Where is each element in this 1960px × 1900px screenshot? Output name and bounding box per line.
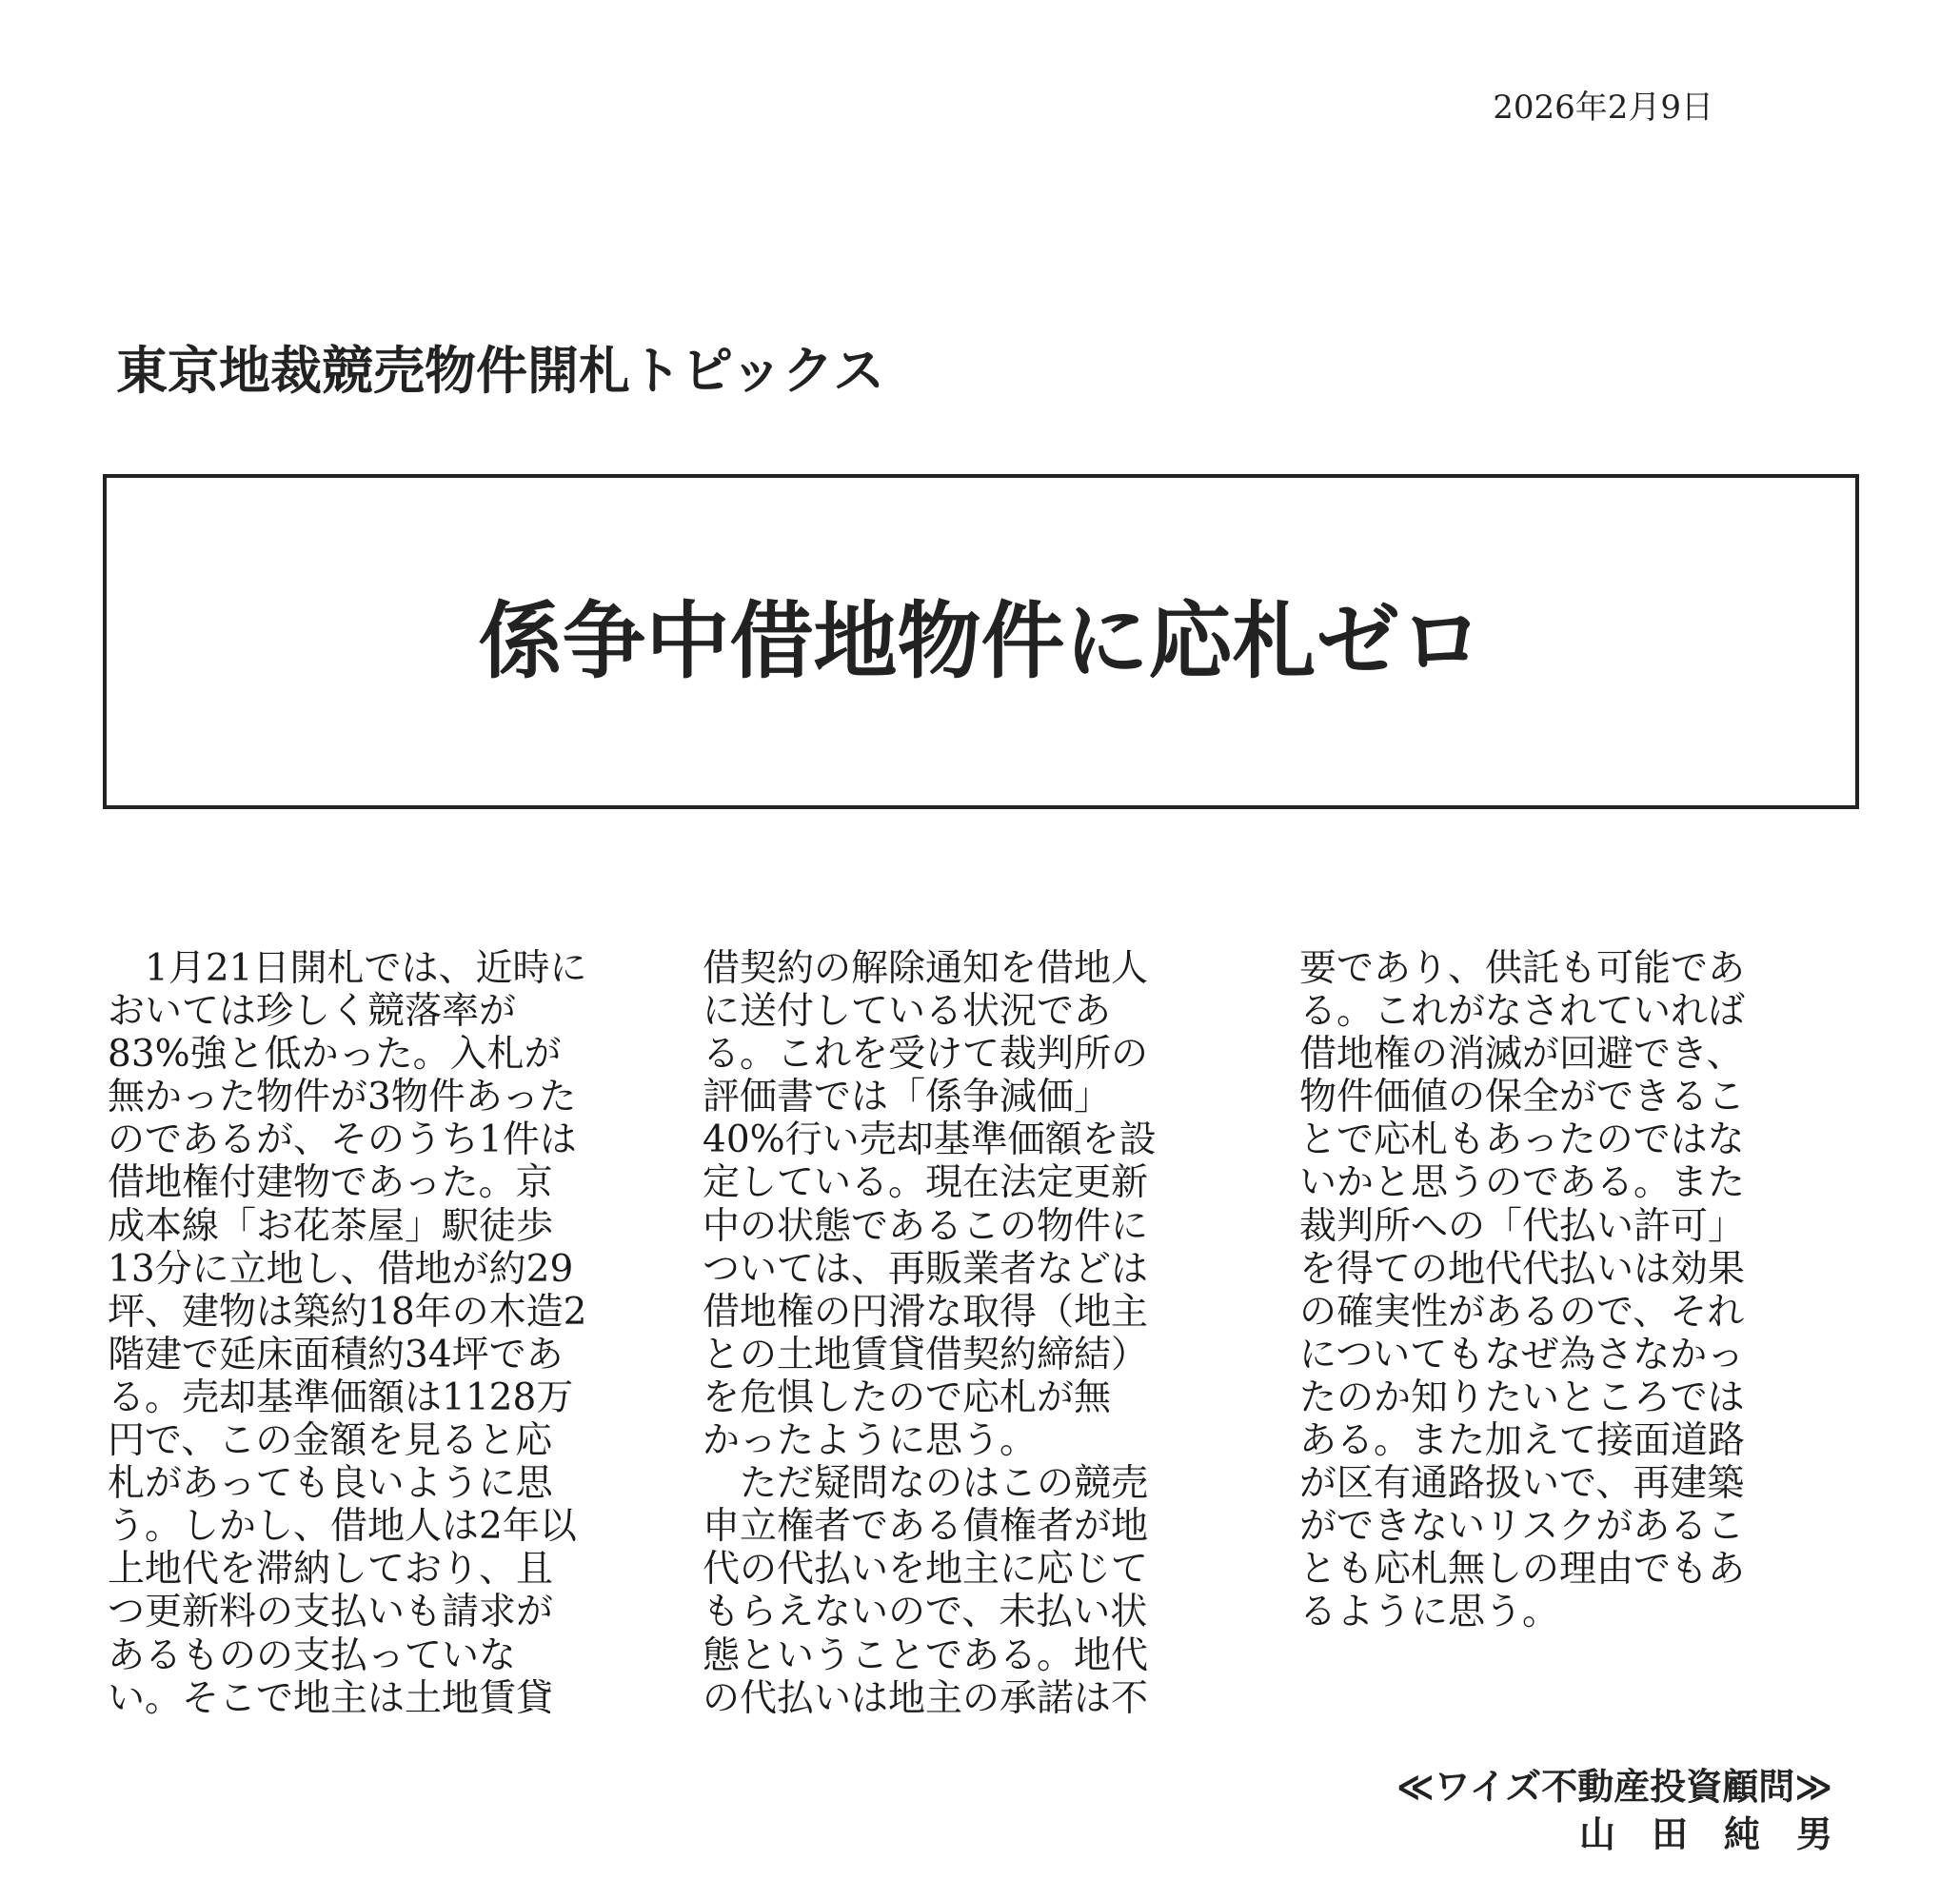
article-line: かったように思う。 <box>703 1419 1038 1463</box>
article-line: 借契約の解除通知を借地人 <box>703 947 1149 990</box>
article-line: 借地権の円滑な取得（地主 <box>703 1290 1149 1334</box>
article-line: 坪、建物は築約18年の木造2 <box>108 1290 587 1334</box>
article-line: いかと思うのである。また <box>1299 1161 1746 1205</box>
article-line: 申立権者である債権者が地 <box>703 1505 1149 1549</box>
article-line: あるものの支払っていな <box>108 1633 517 1677</box>
article-line: 裁判所への「代払い許可」 <box>1299 1204 1746 1248</box>
article-line: とで応札もあったのではな <box>1299 1118 1745 1162</box>
article-line: の代払いは地主の承諾は不 <box>703 1676 1149 1720</box>
article-line: 札があっても良いように思 <box>108 1462 553 1506</box>
article-line: ついては、再販業者などは <box>703 1247 1149 1291</box>
article-line: 定している。現在法定更新 <box>703 1161 1149 1205</box>
article-line: 物件価値の保全ができるこ <box>1299 1076 1746 1119</box>
article-line: る。これを受けて裁判所の <box>703 1033 1149 1077</box>
article-line: 83%強と低かった。入札が <box>108 1033 562 1077</box>
signature <box>1299 1763 1869 1858</box>
article-line: とも応札無しの理由でもあ <box>1299 1548 1746 1592</box>
article-column-3 <box>1299 947 1861 1634</box>
series-title: 東京地裁競売物件開札トピックス <box>116 341 885 401</box>
article-line: 中の状態であるこの物件に <box>703 1204 1149 1248</box>
article-line: との土地賃貸借契約締結） <box>703 1333 1149 1376</box>
article-column-2 <box>703 947 1264 1720</box>
headline-box <box>103 474 1859 809</box>
signature-organization: ≪ワイズ不動産投資顧問≫ <box>1396 1766 1832 1808</box>
article-line: 無かった物件が3物件あった <box>108 1076 577 1119</box>
article-line: 借地権付建物であった。京 <box>108 1161 553 1205</box>
article-line: 40%行い売却基準価額を設 <box>703 1118 1157 1162</box>
article-line: う。しかし、借地人は2年以 <box>108 1505 577 1549</box>
article-line: 態ということである。地代 <box>703 1633 1149 1677</box>
article-line: 円で、この金額を見ると応 <box>108 1419 553 1463</box>
article-column-1 <box>108 947 669 1720</box>
article-line: に送付している状況であ <box>703 990 1112 1034</box>
article-line: を得ての地代代払いは効果 <box>1299 1247 1746 1291</box>
article-line: ある。また加えて接面道路 <box>1299 1419 1746 1463</box>
article-line: 成本線「お花茶屋」駅徒歩 <box>108 1204 554 1248</box>
article-line: る。これがなされていれば <box>1299 990 1746 1034</box>
article-line: 階建で延床面積約34坪であ <box>108 1333 564 1376</box>
headline: 係争中借地物件に応札ゼロ <box>478 592 1484 690</box>
article-line: のであるが、そのうち1件は <box>108 1118 577 1162</box>
article-line: を危惧したので応札が無 <box>703 1376 1112 1419</box>
article-line: い。そこで地主は土地賃貸 <box>108 1676 554 1720</box>
article-line: の確実性があるので、それ <box>1299 1290 1745 1334</box>
article-line: 上地代を滞納しており、且 <box>108 1548 554 1592</box>
article-line: についてもなぜ為さなかっ <box>1299 1333 1745 1376</box>
article-line: 1月21日開札では、近時に <box>108 947 587 990</box>
article-line: る。売却基準価額は1128万 <box>108 1376 574 1419</box>
article-line: たのか知りたいところでは <box>1299 1376 1745 1419</box>
article-line: が区有通路扱いで、再建築 <box>1299 1462 1745 1506</box>
article-line: つ更新料の支払いも請求が <box>108 1591 554 1634</box>
article-line: 13分に立地し、借地が約29 <box>108 1247 574 1291</box>
article-line: 評価書では「係争減価」 <box>703 1076 1112 1119</box>
article-line: 借地権の消滅が回避でき、 <box>1299 1033 1744 1077</box>
article-line: るように思う。 <box>1299 1591 1560 1634</box>
article-line: おいては珍しく競落率が <box>108 990 517 1034</box>
article-line: ただ疑問なのはこの競売 <box>703 1462 1149 1506</box>
signature-author: 山田純男 <box>1578 1813 1869 1855</box>
publication-date: 2026年2月9日 <box>1493 89 1713 127</box>
article-line: 要であり、供託も可能であ <box>1299 947 1746 990</box>
article-line: 代の代払いを地主に応じて <box>703 1548 1149 1592</box>
article-line: ができないリスクがあるこ <box>1299 1505 1745 1549</box>
article-line: もらえないので、未払い状 <box>703 1591 1148 1634</box>
